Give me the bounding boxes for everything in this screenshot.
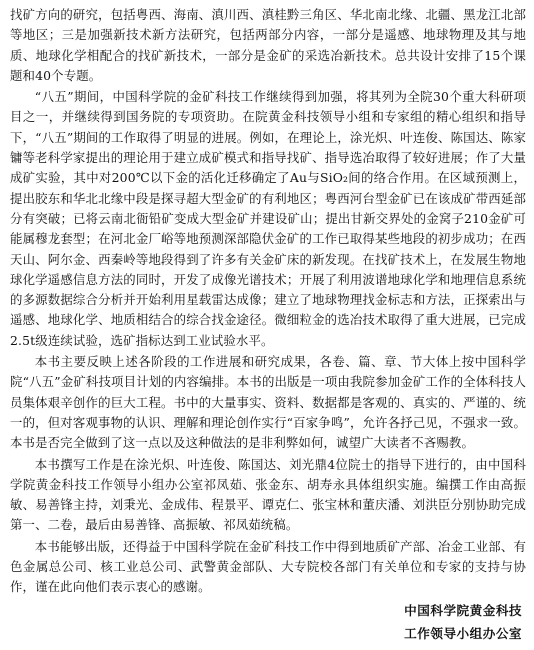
paragraph-topics: 找矿方向的研究，包括粤西、海南、滇川西、滇桂黔三角区、华北南北缘、北疆、黑龙江北部等地区；三是加强新技术新方法研究，包括两部分内容，一部分是遥感、地球物理及其与地质、地球化学相配合的找矿新技术，一部分是金矿的采选冶新技术。总共设计安排了15个课题和40个专题。 [10,7,526,83]
paragraph-book-content: 本书主要反映上述各阶段的工作进展和研究成果，各卷、篇、章、节大体上按中国科学院“八五”金矿科技项目计划的内容编排。本书的出版是一项由我院参加金矿工作的全体科技人员集体艰辛创作的巨大工程。书中的大量事实、资料、数据都是客观的、真实的、严谨的、统一的，但对客观事物的认识、理解和理论创作实行“百家争鸣”，允许各抒己见，不强求一致。本书是否完全做到了这一点以及这种做法的是非利弊如何，诚望广大读者不吝赐教。 [10,354,526,451]
signature-line-2: 工作领导小组办公室 [404,626,522,641]
paragraph-authors: 本书撰写工作是在涂光炽、叶连俊、陈国达、刘光鼎4位院士的指导下进行的，由中国科学院黄金科技工作领导小组办公室祁凤茹、张金东、胡寿永具体组织实施。编撰工作由高振敏、易善锋主持，刘秉光、金成伟、程景平、谭克仁、张宝林和董庆潘、刘洪臣分别协助完成第一、二卷，最后由易善锋、高振敏、祁凤茹统稿。 [10,456,526,533]
signature-line-1: 中国科学院黄金科技 [404,603,522,618]
paragraph-acknowledgement: 本书能够出版，还得益于中国科学院在金矿科技工作中得到地质矿产部、冶金工业部、有色金属总公司、核工业总公司、武警黄金部队、大专院校各部门有关单位和专家的支持与协作，谨在此向他们表示衷心的感谢。 [10,538,526,595]
paragraph-eighth-five-year-progress: “八五”期间，中国科学院的金矿科技工作继续得到加强，将其列为全院30个重大科研项目之一，并继续得到国务院的专项资助。在院黄金科技领导小组和专家组的精心组织和指导下，“八五”期间的工作取得了明显的进展。例如，在理论上，涂光炽、叶连俊、陈国达、陈家镛等老科学家提出的理论用于建立成矿模式和指导找矿、指导选冶取得了较好进展；作了大量成矿实验，其中对200℃以下金的活化迁移确定了Au与SiO₂间的络合作用。在区域预测上，提出胶东和华北北缘中段是探寻超大型金矿的有利地区；粤西河台型金矿已在该成矿带西延部分有突破；已将云南北衙铅矿变成大型金矿并建设矿山；提出甘新交界处的金窝子210金矿可能属穆龙套型；在河北金厂峪等地预测深部隐伏金矿的工作已取得某些地段的初步成功；在西天山、阿尔金、西秦岭等地段得到了许多有关金矿床的新发现。在找矿技术上，在发展生物地球化学遥感信息方法的同时，开发了成像光谱技术；开展了利用波谱地球化学和地理信息系统的多源数据综合分析并开始利用星载雷达成像；建立了地球物理找金标志和方法，正探索出与遥感、地球化学、地质相结合的综合找金途径。微细粒金的选冶技术取得了重大进展，已完成2.5t级连续试验，选矿指标达到工业试验水平。 [10,89,526,348]
document-body [10,5,526,599]
